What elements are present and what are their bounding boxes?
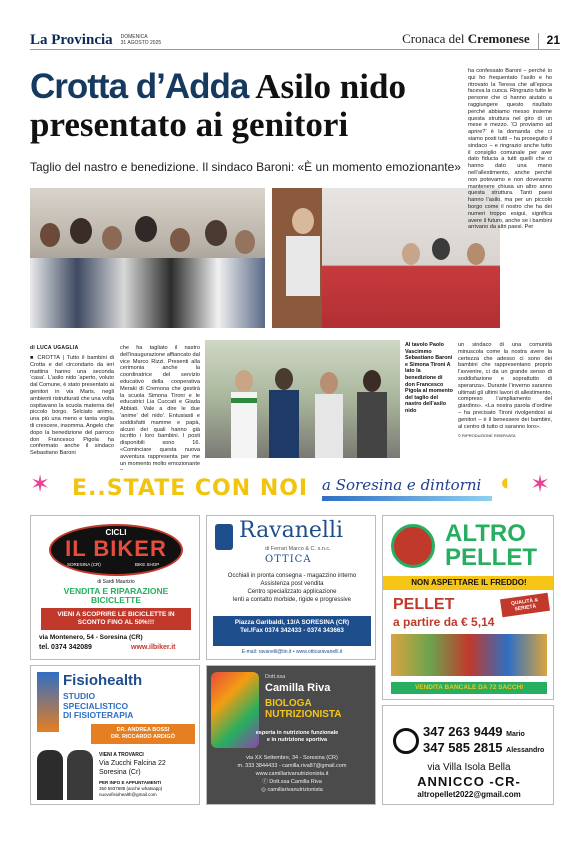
pellet-price: a partire da € 5,14 (393, 615, 495, 629)
ravanelli-email[interactable]: E-mail: ravanelli@tin.it • www.otticaravanelli.it (241, 649, 343, 655)
ad-fisiohealth[interactable]: Fisiohealth STUDIO SPECIALISTICO DI FISIOTERAPIA DR. ANDREA BOSSI DR. RICCARDO ARDIGÒ VIENI A TROVARCI Via Zucchi Falcina 22 Soresina (Cr) PER INFO E APPUNTAMENTI 350 5937688 (anche whatsapp) nuovofisiohealth@gmail.com (30, 665, 200, 805)
article-column-2: che ha tagliato il nastro dell’inaugurazione affiancato dal vice Marco Rizzi. Presenti alla cerimonia anche la coordinatrice del servizio educativo della cooperativa Meraki di Cremona che gestirà la scuola Simona Tironi e le educatrici Lia Cuccati e Giada Abbiati. Vale a dire le due ‘anime’ del nido’. Entusiasti e soddisfatti mamme e papà, alcuni dei quali hanno già iscritto i loro bambini. I posti disponibili sono 16. «Cominciare questa nuova avventura rappresenta per me un momento molto emozionante – (120, 345, 200, 474)
starfish-icon-2: ✶ (530, 472, 551, 498)
pellet-offer: VENDITA BANCALE DA 72 SACCHI (391, 682, 547, 694)
photo-ribbon-cutting (205, 340, 400, 458)
camilla-specialties: esperta in nutrizione funzionale e in nutrizione sportiva (255, 730, 339, 743)
headline-text: Asilo nido presentato ai genitori (30, 67, 406, 144)
byline: di LUCA UGAGLIA (30, 345, 79, 351)
copyright-note: © RIPRODUZIONE RISERVATA (458, 433, 516, 439)
pellet-logo (391, 524, 435, 568)
pellet-phone-1: 347 263 9449 Mario (423, 724, 525, 739)
fisio-brand: Fisiohealth (63, 672, 143, 689)
facebook-icon: ⓕ (262, 779, 270, 785)
photo-audience (30, 188, 265, 328)
doctor-photo-2 (67, 750, 93, 800)
article-subtitle: Taglio del nastro e benedizione. Il sindaco Baroni: «È un momento emozionante» (30, 160, 461, 174)
pellet-brand-2: PELLET (445, 544, 538, 571)
photo-caption: Al tavolo Paolo Vascimmo Sebastiano Baroni e Simona Tironi A lato la benedizione di don Francesco Pigola al momento del taglio del nastro dell’asilo nido (405, 342, 453, 414)
biker-headline: VENDITA E RIPARAZIONE BICICLETTE (63, 586, 169, 605)
banner-subtitle: a Soresina e dintorni (322, 476, 482, 494)
issue-date: DOMENICA 31 AGOSTO 2025 (120, 34, 162, 46)
phone-icon (393, 728, 419, 754)
fisio-email[interactable]: nuovofisiohealth@gmail.com (99, 792, 157, 797)
lemon-icon: ◐ (500, 470, 515, 496)
newspaper-logo: La Provincia (30, 32, 113, 48)
section-title: Cronaca del Cremonese (402, 31, 530, 46)
article-column-3: ha confessato Baroni – perché io qui ho frequentato l’asilo e ho ritrovato la Teresa che all’epoca faceva la cuoca. Ringrazio tutte le persone che ci hanno aiutato a raggiungere questo risultato perché abbiamo messo insieme questa struttura nel giro di un mese e mezzo. ‘Ci proviamo ad aprire?’ è la domanda che ci siamo posti tutti – ha proseguito il sindaco – e ringrazio anche tutto il consiglio comunale per aver dato fiducia a tutti quelli che ci hanno dato una mano nell’allestimento, anche perché non potevamo e non dovevamo mantenere chiusa un altro anno questa struttura. Tanti paesi hanno l’asilo, ma per un piccolo borgo come il nostro che ha dei numeri troppo esigui, significa avere il futuro, anche se i bambini arrivano da altri paesi. Per (468, 68, 552, 231)
spine-icon (37, 672, 59, 732)
instagram-icon: ◎ (261, 787, 268, 793)
fisio-doctors: DR. ANDREA BOSSI DR. RICCARDO ARDIGÒ (91, 724, 195, 744)
promo-banner (30, 470, 555, 508)
quality-badge: QUALITÀ & SERIETÀ (500, 593, 550, 618)
ravanelli-brand: Ravanelli (239, 518, 344, 543)
biker-promo: VIENI A SCOPRIRE LE BICICLETTE IN SCONTO FINO AL 50%!!! (41, 608, 191, 630)
pellet-bags-image (391, 634, 547, 676)
ad-altro-pellet[interactable]: ALTRO PELLET NON ASPETTARE IL FREDDO! QUALITÀ & SERIETÀ PELLET a partire da € 5,14 VENDITA BANCALE DA 72 SACCHI (382, 515, 554, 700)
camilla-name: Camilla Riva (265, 682, 331, 694)
camilla-contacts: via XX Settembre, 34 - Soresina (CR) m. 333 3844433 - camilla.riva87@gmail.com www.camillarivanutrizionista.it ⓕ Dott.ssa Camilla Riva ◎ camillarivanutrizionista (237, 755, 347, 793)
ravanelli-services: Occhiali in pronta consegna - magazzino interno Assistenza post vendita Centro specializzato applicazione lenti a contatto morbide, rigide e progressive (227, 573, 357, 603)
ad-camilla-riva[interactable]: Dott.ssa Camilla Riva BIOLOGA NUTRIZIONISTA esperta in nutrizione funzionale e in nutrizione sportiva via XX Settembre, 34 - Soresina (CR) m. 333 3844433 - camilla.riva87@gmail.com www.camillarivanutrizionista.it ⓕ Dott.ssa Camilla Riva ◎ camillarivanutrizionista (206, 665, 376, 805)
page-number: 21 (538, 33, 560, 49)
article-column-1: ■ CROTTA | Tutto il bambini di Crotta e del circondario da ieri mattina hanno una seconda ‘casa’. L’asilo nido ‘aperto, voluto dal Comune, è stato presentato ai genitori in via Maris, negli ambienti ristrutturati che una volta ospitavano la scuola materna del piccolo borgo. Selciato animo, una più una meno e tanta voglia di crescere, insomma. Angelo che dopo la benedizione del parroco don Francesco Pigola ha confermato anche il sindaco Sebastiano Baroni (30, 355, 114, 457)
pellet-email[interactable]: altropellet2022@gmail.com (417, 790, 521, 799)
pellet-phone-2: 347 585 2815 Alessandro (423, 740, 545, 755)
ad-il-biker[interactable]: CICLI IL BIKER SORESINA (CR) BIKE SHOP di Sardi Maurizio VENDITA E RIPARAZIONE BICICLETTE VIENI A SCOPRIRE LE BICICLETTE IN SCONTO FINO AL 50%!!! via Montenero, 54 - Soresina (CR) tel. 0374 342089 www.ilbiker.it (30, 515, 200, 660)
headline-place: Crotta d’Adda (30, 67, 249, 106)
ad-altro-pellet-contacts[interactable]: 347 263 9449 Mario 347 585 2815 Alessandro via Villa Isola Bella ANNICCO -CR- altropellet2022@gmail.com (382, 705, 554, 805)
biker-website[interactable]: www.ilbiker.it (131, 644, 176, 651)
banner-title: E..STATE CON NOI (72, 476, 309, 501)
photo-table (272, 188, 500, 328)
wave-decoration (322, 496, 492, 501)
pellet-slogan: NON ASPETTARE IL FREDDO! (383, 576, 554, 590)
pellet-brand-1: ALTRO (445, 520, 526, 547)
camilla-title: BIOLOGA NUTRIZIONISTA (265, 698, 342, 720)
page-header (30, 28, 560, 50)
article-column-4: un sindaco di una comunità minuscola come la nostra avere la certezza che adesso ci sono dei bambini che rappresentano proprio l’avvenire, ci da un grande senso di soddisfazione e soprattutto di speranza». Durante l’inverno saranno ultimati gli ultimi lavori di allestimento, compreso l’ampliamento del giardino». «La nostra parola d’ordine – ha precisato Tironi rivolgendosi ai genitori – è il benessere dei bambini, al centro di tutto ci saranno loro». © RIPRODUZIONE RISERVATA (458, 342, 552, 439)
ad-ravanelli[interactable]: Ravanelli di Ferrari Marco & C. s.n.c. OTTICA Occhiali in pronta consegna - magazzino interno Assistenza post vendita Centro specializzato applicazione lenti a contatto morbide, rigide e progressive Piazza Garibaldi, 13/A SORESINA (CR) Tel./Fax 0374 342433 - 0374 343663 E-mail: ravanelli@tin.it • www.otticaravanelli.it (206, 515, 376, 660)
ravanelli-contact-box: Piazza Garibaldi, 13/A SORESINA (CR) Tel./Fax 0374 342433 - 0374 343663 (213, 616, 371, 646)
starfish-icon: ✶ (30, 472, 51, 498)
doctor-photo-1 (37, 750, 63, 800)
article-headline (30, 68, 460, 144)
biker-brand: IL BIKER (65, 536, 167, 561)
fisio-tagline: STUDIO SPECIALISTICO DI FISIOTERAPIA (63, 691, 134, 720)
glasses-icon (215, 524, 233, 550)
